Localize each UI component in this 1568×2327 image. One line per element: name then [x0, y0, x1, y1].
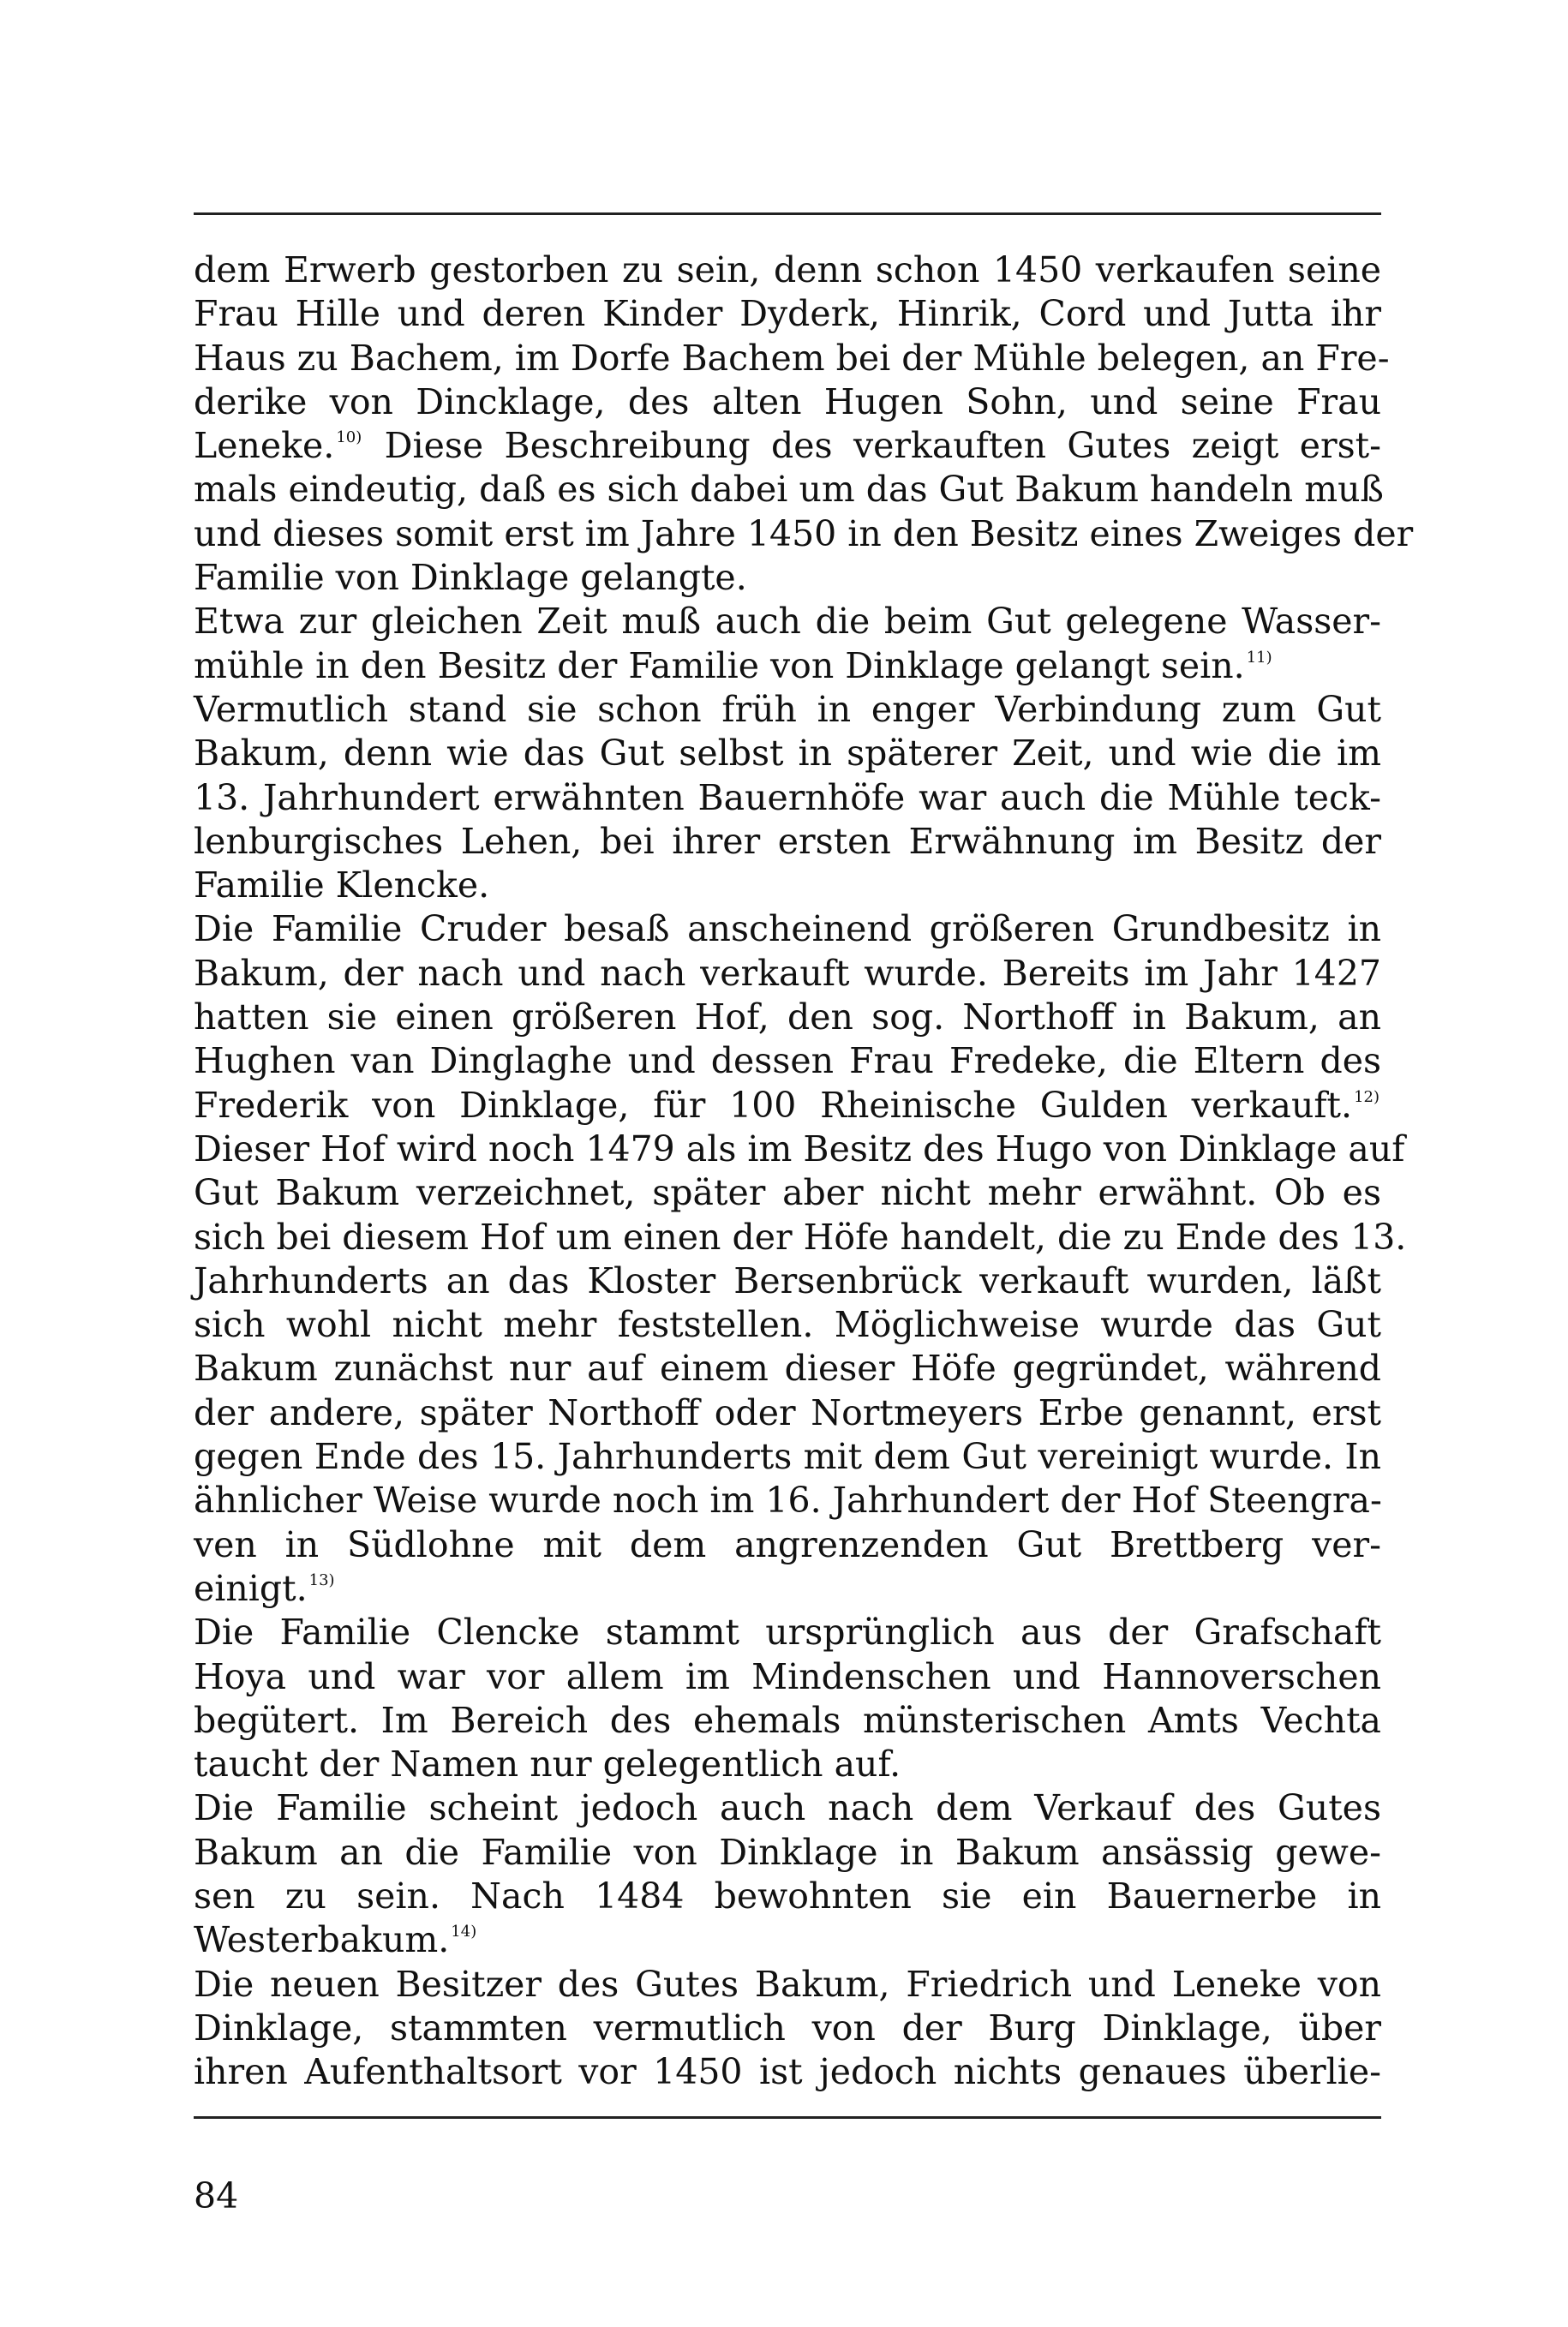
text-line — [194, 952, 1381, 996]
text-line — [194, 907, 1381, 951]
text-line — [194, 732, 1381, 775]
text-line-content: sen zu sein. Nach 1484 bewohnten sie ein Bauernerbe in — [194, 1875, 1381, 1917]
text-line — [194, 600, 1381, 643]
text-line-content: Dieser Hof wird noch 1479 als im Besitz des Hugo von Dinklage auf — [194, 1128, 1405, 1169]
footnote-marker: 10) — [336, 428, 362, 447]
text-line — [194, 1699, 1381, 1743]
text-line — [194, 1567, 1381, 1611]
footnote-marker: 12) — [1354, 1087, 1379, 1106]
footnote-marker: 13) — [308, 1570, 335, 1589]
text-line — [194, 424, 1381, 468]
text-line — [194, 820, 1381, 864]
text-line — [194, 556, 1381, 600]
text-line-content: dem Erwerb gestorben zu sein, denn schon 1450 verkaufen seine — [194, 249, 1381, 290]
text-line-content: mühle in den Besitz der Familie von Dinklage gelangt sein. — [194, 644, 1245, 686]
text-line-content: 13. Jahrhundert erwähnten Bauernhöfe war auch die Mühle teck- — [194, 776, 1381, 818]
text-line — [194, 1875, 1381, 1918]
text-line-content: sich bei diesem Hof um einen der Höfe handelt, die zu Ende des 13. — [194, 1216, 1407, 1258]
text-line-content: Frau Hille und deren Kinder Dyderk, Hinrik, Cord und Jutta ihr — [194, 293, 1381, 335]
text-line — [194, 292, 1381, 336]
bottom-rule — [194, 2116, 1381, 2119]
text-line — [194, 1171, 1381, 1215]
text-line — [194, 1655, 1381, 1699]
text-line-content: ähnlicher Weise wurde noch im 16. Jahrhundert der Hof Steengra- — [194, 1480, 1382, 1522]
text-line-content: Familie von Dinklage gelangte. — [194, 557, 747, 599]
text-line-content: Dinklage, stammten vermutlich von der Burg Dinklage, über — [194, 2007, 1381, 2049]
text-line-content: gegen Ende des 15. Jahrhunderts mit dem Gut vereinigt wurde. In — [194, 1436, 1381, 1478]
text-line-content: Gut Bakum verzeichnet, später aber nicht mehr erwähnt. Ob es — [194, 1172, 1381, 1214]
text-line — [194, 2007, 1381, 2050]
text-line-content: ven in Südlohne mit dem angrenzenden Gut Brettberg ver- — [194, 1523, 1381, 1565]
text-line — [194, 1216, 1407, 1259]
text-line-content: sich wohl nicht mehr feststellen. Möglichweise wurde das Gut — [194, 1304, 1381, 1346]
text-line — [194, 380, 1381, 424]
text-line-content: Die Familie scheint jedoch auch nach dem Verkauf des Gutes — [194, 1787, 1381, 1829]
text-line — [194, 1039, 1381, 1083]
text-line-content: Hoya und war vor allem im Mindenschen und Hannoverschen — [194, 1655, 1381, 1697]
text-line-content: Bakum, denn wie das Gut selbst in späterer Zeit, und wie die im — [194, 733, 1381, 775]
text-line-content: hatten sie einen größeren Hof, den sog. Northoff in Bakum, an — [194, 996, 1381, 1038]
text-line — [194, 1523, 1381, 1567]
text-line — [194, 1479, 1381, 1522]
text-line — [194, 1303, 1381, 1347]
text-line-content: Die Familie Cruder besaß anscheinend größeren Grundbesitz in — [194, 908, 1381, 950]
text-line-content: Frederik von Dinklage, für 100 Rheinische Gulden verkauft. — [194, 1084, 1353, 1126]
text-line-content: mals eindeutig, daß es sich dabei um das Gut Bakum handeln muß — [194, 469, 1384, 511]
text-line — [194, 1128, 1405, 1171]
text-line — [194, 512, 1414, 556]
text-line-content: Leneke. — [194, 425, 335, 467]
text-line-content: Haus zu Bachem, im Dorfe Bachem bei der Mühle belegen, an Fre- — [194, 337, 1390, 379]
text-line — [194, 1347, 1381, 1391]
text-line — [194, 1963, 1381, 2007]
text-line-content: Bakum an die Familie von Dinklage in Bakum ansässig gewe- — [194, 1831, 1381, 1873]
text-line-content: lenburgisches Lehen, bei ihrer ersten Erwähnung im Besitz der — [194, 820, 1381, 862]
text-line-content: der andere, später Northoff oder Nortmeyers Erbe genannt, erst — [194, 1391, 1381, 1433]
text-line-content: Hughen van Dinglaghe und dessen Frau Fredeke, die Eltern des — [194, 1040, 1381, 1082]
text-line — [194, 1918, 1381, 1962]
text-line-content: Bakum, der nach und nach verkauft wurde. Bereits im Jahr 1427 — [194, 952, 1381, 994]
text-line-content: taucht der Namen nur gelegentlich auf. — [194, 1744, 901, 1786]
text-line — [194, 1611, 1381, 1654]
text-line — [194, 644, 1381, 688]
text-line-content: Westerbakum. — [194, 1919, 450, 1961]
text-line-content: Familie Klencke. — [194, 864, 490, 906]
text-line-content: Vermutlich stand sie schon früh in enger Verbindung zum Gut — [194, 688, 1381, 730]
footnote-marker: 11) — [1246, 648, 1272, 667]
text-line-content: und dieses somit erst im Jahre 1450 in den Besitz eines Zweiges der — [194, 512, 1414, 554]
text-line — [194, 996, 1381, 1039]
text-line — [194, 688, 1381, 732]
text-line — [194, 468, 1384, 511]
text-line — [194, 2050, 1381, 2094]
text-line-content: Bakum zunächst nur auf einem dieser Höfe gegründet, während — [194, 1348, 1381, 1390]
text-line — [194, 337, 1390, 380]
text-line — [194, 248, 1381, 292]
text-line-content: Jahrhunderts an das Kloster Bersenbrück verkauft wurden, läßt — [194, 1259, 1381, 1301]
body-text — [194, 248, 1414, 2094]
top-rule — [194, 212, 1381, 215]
text-line — [194, 1743, 1381, 1786]
text-line — [194, 776, 1381, 820]
text-line — [194, 1831, 1381, 1875]
text-line-content: Etwa zur gleichen Zeit muß auch die beim Gut gelegene Wasser- — [194, 601, 1381, 643]
text-line — [194, 1259, 1381, 1303]
text-line — [194, 1786, 1381, 1830]
text-line-content: ihren Aufenthaltsort vor 1450 ist jedoch nichts genaues überlie- — [194, 2051, 1381, 2093]
text-line-content: Die Familie Clencke stammt ursprünglich aus der Grafschaft — [194, 1612, 1381, 1654]
text-line — [194, 864, 1381, 907]
text-line — [194, 1391, 1381, 1435]
text-line-content: derike von Dincklage, des alten Hugen Sohn, und seine Frau — [194, 380, 1381, 422]
page-number: 84 — [194, 2175, 239, 2216]
text-line-content: Diese Beschreibung des verkauften Gutes zeigt erst- — [363, 425, 1381, 467]
text-line-content: Die neuen Besitzer des Gutes Bakum, Friedrich und Leneke von — [194, 1963, 1381, 2005]
text-line-content: begütert. Im Bereich des ehemals münsterischen Amts Vechta — [194, 1699, 1381, 1741]
text-line — [194, 1435, 1381, 1479]
text-line-content: einigt. — [194, 1567, 308, 1609]
text-line — [194, 1084, 1381, 1128]
footnote-marker: 14) — [451, 1923, 477, 1941]
